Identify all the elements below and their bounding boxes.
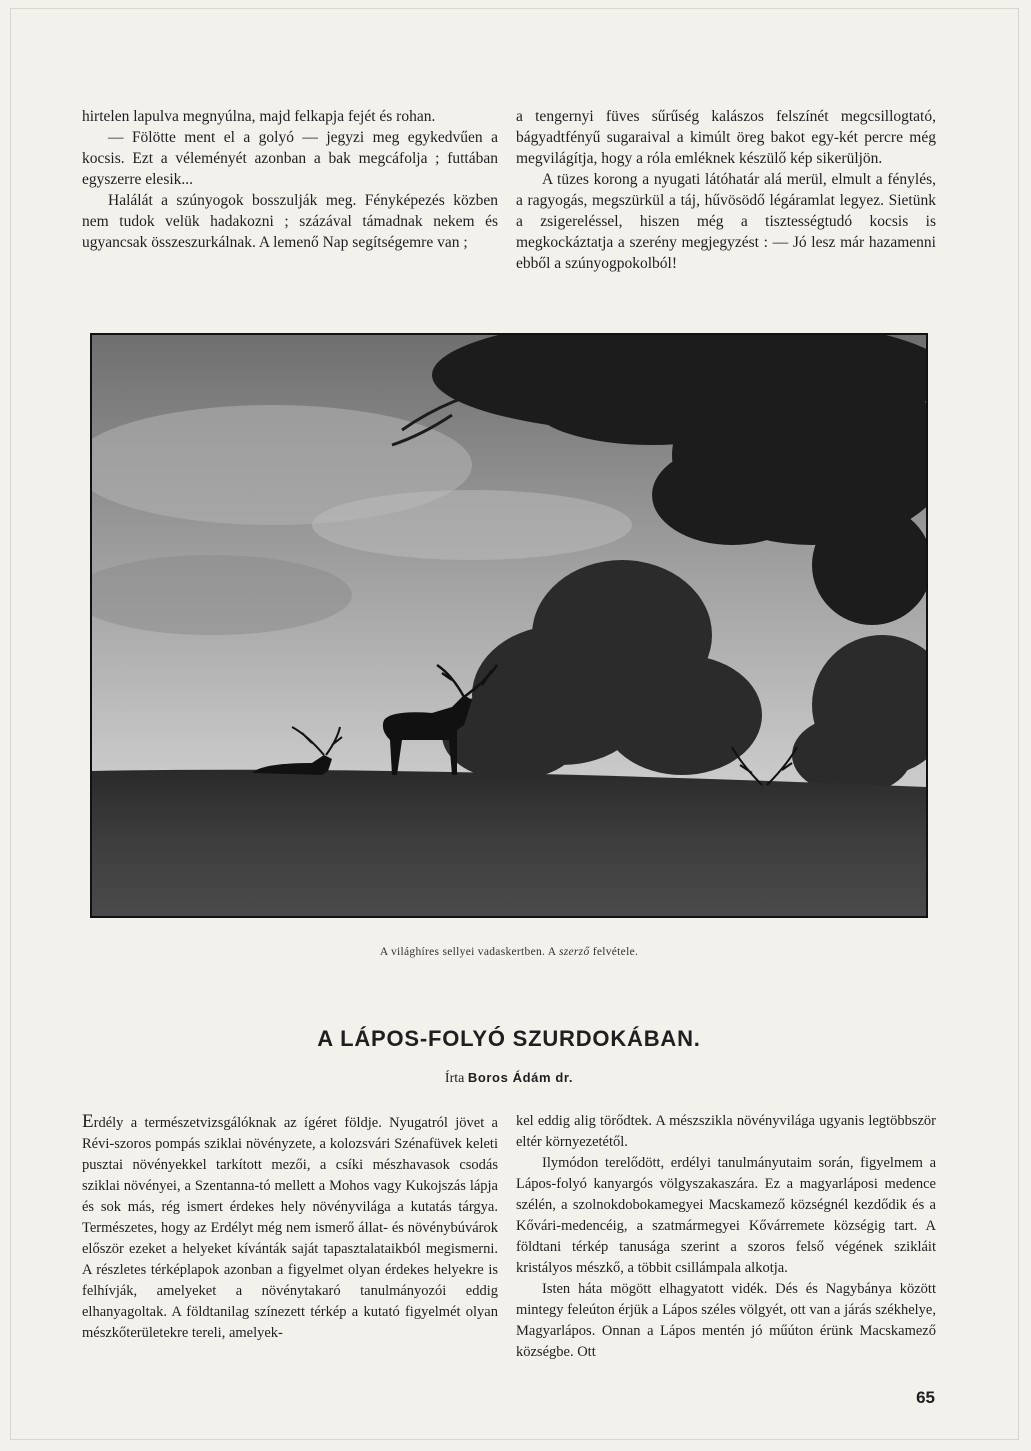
paragraph-text: rdély a természetvizsgálóknak az ígéret földje. Nyugatról jövet a Révi-szoros pompás sziklai növényzete, a kolozsvári Szénafüvek keleti pusztai növényekkel tarkított mezői, a csíki mészhavasok csodás sziklai növényei, a Szentanna-tó mellett a Mohos vagy Kukojszás lápja és sok más, rég ismert érdekes hely növényvilága a kutatás tárgya. Természetes, hogy az Erdélyt még nem ismerő állat- és növénybúvárok először ezeket a helyeket kívánták saját tapasztalataikból megismerni. A részletes térképlapok azonban a figyelmet olyan érdekes helyekre is felhívják, amelyeket a növénytakaró tanulmányozói eddig elhanyagoltak. A földtanilag színezett térkép a kutató figyelmét olyan mészkőterületekre tereli, amelyek- xyxy=(82,1115,498,1341)
paragraph: Ilymódon terelődött, erdélyi tanulmányutaim során, figyelmem a Lápos-folyó kanyargós völgyszakaszára. Ez a magyarláposi medence szélén, a szolnokdobokamegyei Macskamező községnél kezdődik és a Kővári-medencéig, a szatmármegyei Kővárremete községig tart. A földtani térkép tanusága szerint a szoros felső végének szikláit kristályos mészkő, a többit csillámpala alkotja. xyxy=(516,1155,936,1276)
meadow xyxy=(92,770,926,916)
paragraph: — Fölötte ment el a golyó — jegyzi meg egykedvűen a kocsis. Ezt a véleményét azonban a bak megcáfolja ; futtában egyszerre elesik... xyxy=(82,129,498,188)
page-number: 65 xyxy=(916,1388,935,1407)
article-title: A LÁPOS-FOLYÓ SZURDOKÁBAN. xyxy=(317,1026,701,1051)
paragraph: Halálát a szúnyogok bosszulják meg. Fényképezés közben nem tudok velük hadakozni ; százával támadnak nekem és ugyancsak összeszurkálnak. A lemenő Nap segítségemre van ; xyxy=(82,192,498,251)
photo-caption xyxy=(90,946,928,958)
byline-prefix: Írta xyxy=(444,1071,465,1086)
caption-italic-text: szerző xyxy=(558,946,590,958)
caption-text: A világhíres sellyei vadaskertben. A xyxy=(379,946,556,958)
paragraph: kel eddig alig törődtek. A mészszikla növényvilága ugyanis legtöbbször eltér környezetétől. xyxy=(516,1113,936,1150)
byline xyxy=(90,1070,928,1087)
paragraph xyxy=(82,1111,498,1344)
bottom-right-column xyxy=(516,1111,936,1363)
author-name: Boros Ádám dr. xyxy=(467,1070,574,1085)
paragraph: hirtelen lapulva megnyúlna, majd felkapja fejét és rohan. xyxy=(82,108,436,125)
paragraph: A tüzes korong a nyugati látóhatár alá merül, elmult a fénylés, a ragyogás, megszürkül a táj, hűvösödő légáramlat legyez. Sietünk a zsigereléssel, hiszen még a tisztességtudó kocsis is megkockáztatja a szerény megjegyzést : — Jó lesz már hazamenni ebből a szúnyogpokolból! xyxy=(516,171,936,272)
bottom-left-column xyxy=(82,1111,498,1344)
initial-letter: E xyxy=(82,1111,94,1132)
deer-photograph xyxy=(90,333,928,918)
paragraph: a tengernyi füves sűrűség kalászos felszínét megcsillogtató, bágyadtfényű sugaraival a kimúlt öreg bakot egy-két percre még megvilágítja, hogy a róla emléknek készülő kép sikerüljön. xyxy=(516,108,936,167)
top-right-column xyxy=(516,106,936,274)
paragraph: Isten háta mögött elhagyatott vidék. Dés és Nagybánya között mintegy feleúton érjük a Lápos széles völgyét, ott van a járás székhelye, Magyarlápos. Onnan a Lápos mentén jó műúton érünk Macskamező községbe. Ott xyxy=(516,1281,936,1360)
top-left-column xyxy=(82,106,498,253)
caption-end-text: felvétele. xyxy=(592,946,639,958)
